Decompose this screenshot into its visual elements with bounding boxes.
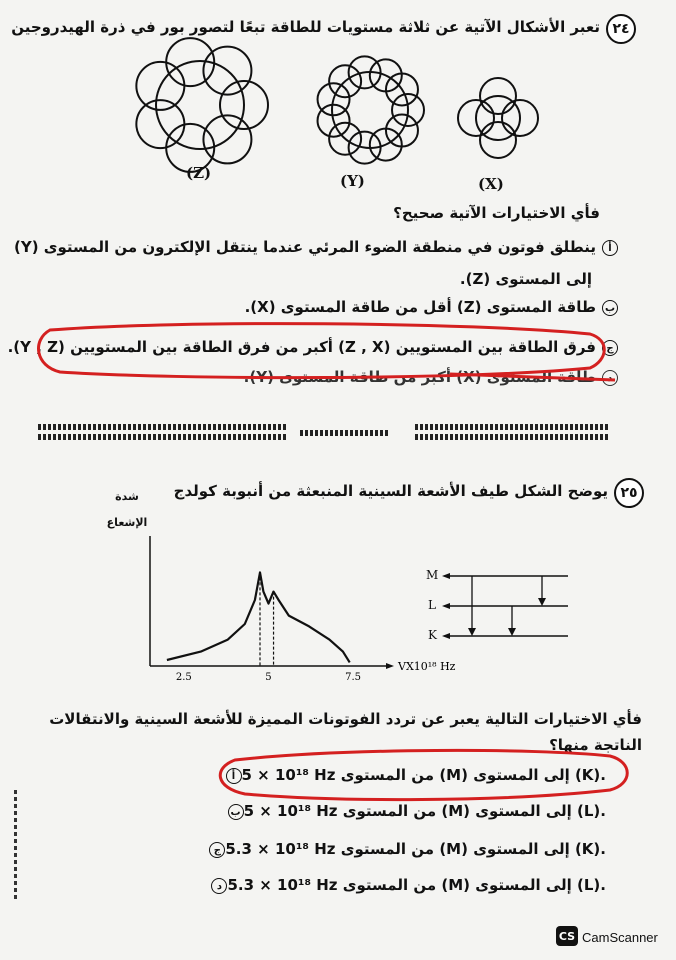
- scan-edge-mark: [14, 790, 17, 900]
- option-text: 5.3 × 10¹⁸ Hz من المستوى (M) إلى المستوى (K).: [225, 840, 606, 858]
- x-tick-label: 7.5: [345, 672, 362, 683]
- x-axis-arrow: [386, 663, 394, 669]
- option-text: 5 × 10¹⁸ Hz من المستوى (M) إلى المستوى (L).: [243, 802, 606, 820]
- option-marker: ج: [209, 842, 225, 858]
- xray-spectrum-chart: [110, 530, 456, 690]
- answer-highlight-q25: [205, 744, 635, 806]
- question-25-stem: يوضح الشكل طيف الأشعة السينية المنبعثة من أنبوبة كولدج: [173, 482, 608, 500]
- option-text: 5.3 × 10¹⁸ Hz من المستوى (M) إلى المستوى (L).: [227, 876, 606, 894]
- figure-label-x: (X): [478, 175, 504, 193]
- x-tick-label: 2.5: [175, 672, 192, 683]
- orbit-circle: [332, 72, 408, 148]
- option-marker: د: [211, 878, 227, 894]
- spectrum-curve: [167, 572, 350, 662]
- question-25-prompt: فأي الاختيارات التالية يعبر عن تردد الفوتونات المميزة للأشعة السينية والانتقالات الناتجة منها؟: [49, 710, 642, 754]
- question-number-25: ٢٥: [614, 478, 644, 508]
- scan-artifact-line: [300, 430, 390, 436]
- option-text: فرق الطاقة بين المستويين (Z , X) أكبر من فرق الطاقة بين المستويين (Y , Z).: [7, 338, 596, 356]
- option-text: 5 × 10¹⁸ Hz من المستوى (M) إلى المستوى (K).: [241, 766, 606, 784]
- question-24-stem: تعبر الأشكال الآتية عن ثلاثة مستويات للطاقة تبعًا لتصور بور في ذرة الهيدروجين: [11, 18, 600, 36]
- question-24-prompt: فأي الاختيارات الآتية صحيح؟: [393, 204, 600, 222]
- figure-label-y: (Y): [340, 172, 365, 190]
- scan-artifact-line: [38, 424, 288, 430]
- option-text: طاقة المستوى (X) أكبر من طاقة المستوى (Y).: [243, 368, 596, 386]
- option-marker: أ: [602, 240, 618, 256]
- scan-artifact-line: [415, 424, 610, 430]
- level-label-l: L: [428, 598, 436, 612]
- option-marker: ب: [602, 300, 618, 316]
- q25-option-d[interactable]: [205, 876, 606, 894]
- figure-label-z: (Z): [186, 164, 212, 182]
- option-marker: ج: [602, 340, 618, 356]
- q25-option-c[interactable]: [203, 840, 606, 858]
- x-tick-label: 5: [265, 672, 272, 683]
- question-number-24: ٢٤: [606, 14, 636, 44]
- q24-option-b[interactable]: [245, 298, 618, 316]
- camscanner-logo: CS: [556, 926, 578, 946]
- q24-option-a-continued: [460, 270, 592, 288]
- scan-artifact-line: [38, 434, 288, 440]
- chart-ylabel: شدة الإشعاع: [106, 490, 148, 529]
- orbit-circle: [476, 96, 520, 140]
- option-marker: ب: [228, 804, 244, 820]
- option-text: إلى المستوى (Z).: [459, 270, 592, 288]
- option-text: طاقة المستوى (Z) أقل من طاقة المستوى (X).: [244, 298, 596, 316]
- option-marker: د: [602, 370, 618, 386]
- level-label-k: K: [428, 628, 437, 642]
- q24-option-a[interactable]: [14, 238, 618, 256]
- x-axis-label: VX10¹⁸ Hz: [398, 660, 456, 673]
- option-text: ينطلق فوتون في منطقة الضوء المرئي عندما ينتقل الإلكترون من المستوى (Y): [13, 238, 596, 256]
- energy-level-diagram: [420, 562, 580, 652]
- level-label-m: M: [426, 568, 439, 582]
- answer-highlight-q24: [30, 318, 620, 388]
- scan-artifact-line: [415, 434, 610, 440]
- option-marker: أ: [226, 768, 242, 784]
- camscanner-brand: CamScanner: [582, 930, 658, 945]
